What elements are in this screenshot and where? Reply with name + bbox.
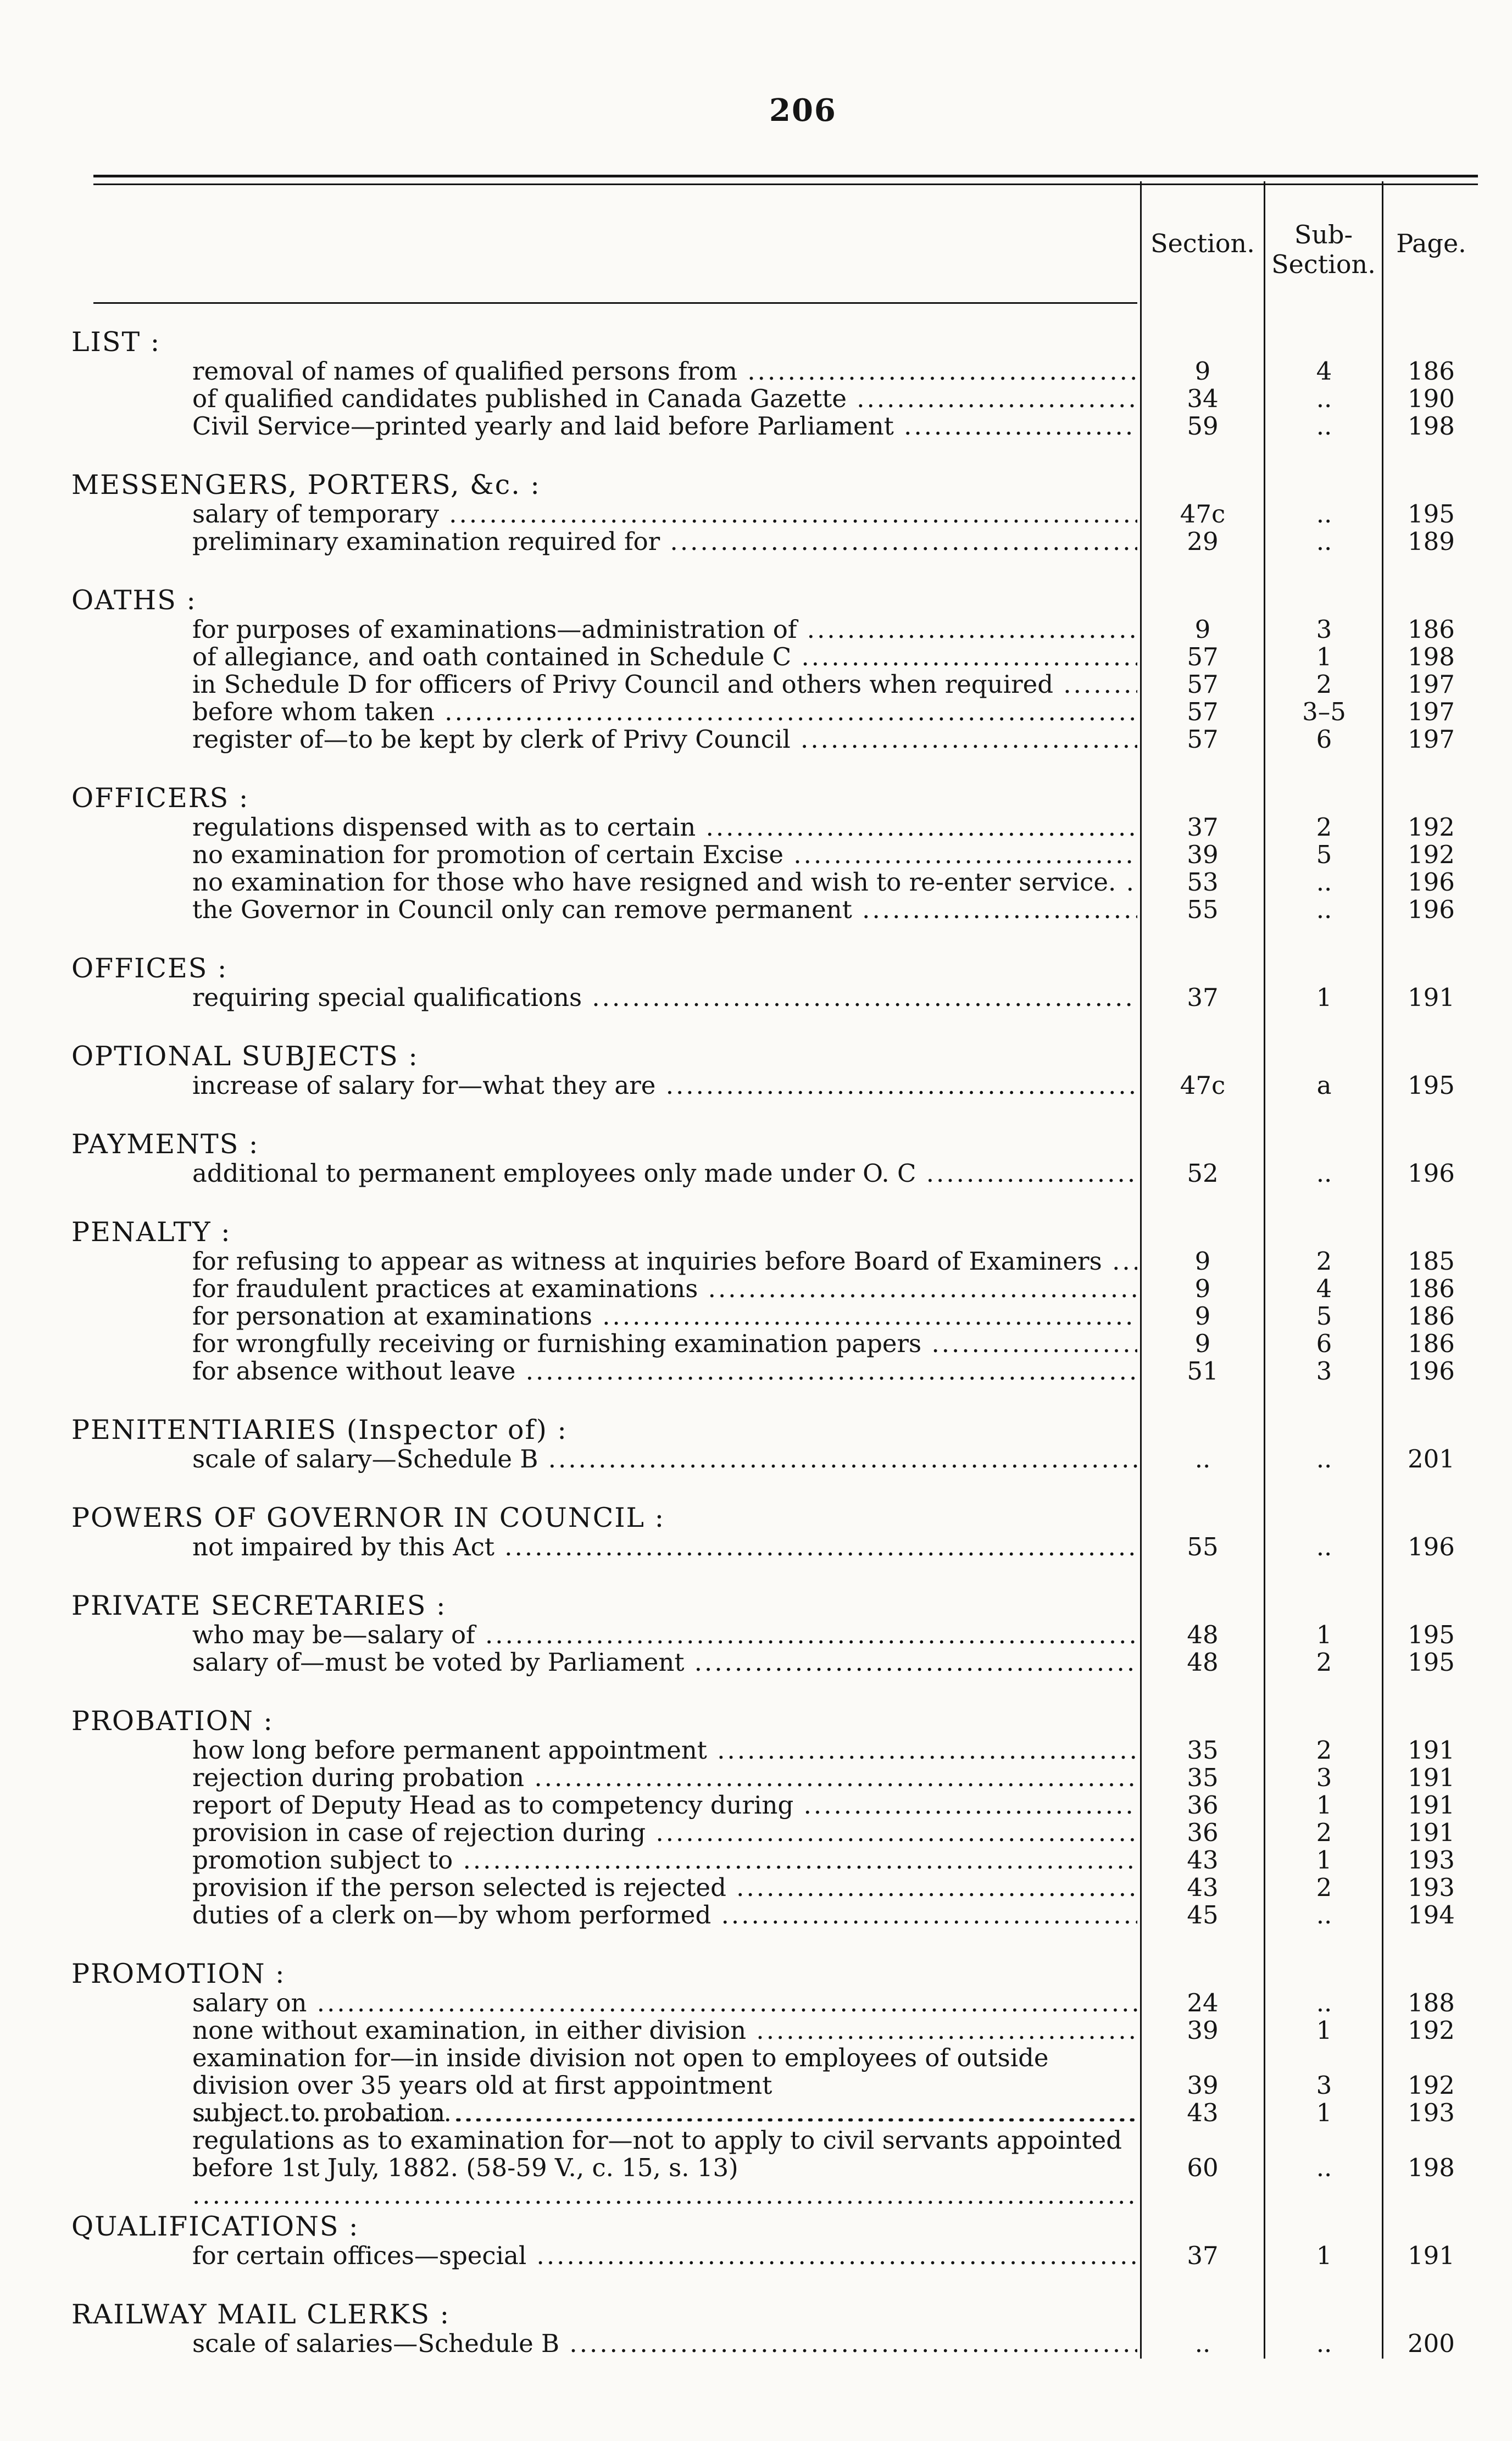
- entry-text: regulations dispensed with as to certain .....: [192, 814, 1137, 841]
- index-entry: [71, 1129, 1478, 1187]
- page-number-ref: 192: [1408, 840, 1455, 869]
- entry-row: [71, 1874, 1478, 1901]
- entry-row: [71, 814, 1478, 841]
- entry-row: [71, 1330, 1478, 1358]
- page-number-ref: 196: [1408, 1532, 1455, 1561]
- entry-row: [71, 413, 1478, 440]
- page-number-ref: 198: [1408, 2153, 1455, 2182]
- entry-row: [71, 726, 1478, 753]
- subsection-number: ..: [1316, 1988, 1332, 2017]
- subsection-number: ..: [1316, 1444, 1332, 1474]
- subsection-number: 5: [1316, 1302, 1332, 1331]
- entry-row: [71, 1621, 1478, 1649]
- entry-row: [71, 698, 1478, 726]
- index-entry: [71, 2211, 1478, 2270]
- entry-text: register of—to be kept by clerk of Privy Council .....: [192, 726, 1137, 753]
- entry-row: [71, 841, 1478, 869]
- section-number: 24: [1187, 1988, 1219, 2017]
- page-number-ref: 191: [1408, 1763, 1455, 1792]
- index-entry: [71, 2299, 1478, 2357]
- index-entry: [71, 1706, 1478, 1929]
- entry-heading: OATHS :: [71, 585, 197, 616]
- entry-row: [71, 984, 1478, 1011]
- entry-row: [71, 2099, 1478, 2127]
- subsection-number: ..: [1316, 868, 1332, 897]
- entry-row: [71, 2242, 1478, 2270]
- section-number: 59: [1187, 412, 1219, 441]
- subsection-number: 2: [1316, 670, 1332, 699]
- entry-row: [71, 1764, 1478, 1792]
- entry-row: [71, 528, 1478, 555]
- section-number: 37: [1187, 2241, 1219, 2270]
- entry-text: requiring special qualifications .....: [192, 984, 1137, 1011]
- subsection-number: ..: [1316, 895, 1332, 924]
- entry-text: increase of salary for—what they are .....: [192, 1072, 1137, 1099]
- section-number: 9: [1194, 357, 1211, 386]
- entry-text: provision if the person selected is rejected .....: [192, 1874, 1137, 1901]
- entry-row: [71, 1248, 1478, 1275]
- entry-text: salary of temporary .....: [192, 501, 1137, 528]
- entry-row: [71, 1072, 1478, 1099]
- page-number-ref: 186: [1408, 1329, 1455, 1358]
- page-number-ref: 192: [1408, 813, 1455, 842]
- section-number: 9: [1194, 1302, 1211, 1331]
- subsection-number: 1: [1316, 642, 1332, 671]
- entry-text: for certain offices—special .....: [192, 2242, 1137, 2270]
- entry-heading: OFFICERS :: [71, 782, 249, 814]
- entry-text: in Schedule D for officers of Privy Council and others when required .....: [192, 671, 1137, 698]
- entry-text: of allegiance, and oath contained in Schedule C .....: [192, 643, 1137, 671]
- section-number: 37: [1187, 813, 1219, 842]
- section-number: 9: [1194, 1329, 1211, 1358]
- entry-row: [71, 2044, 1478, 2099]
- section-number: 29: [1187, 527, 1219, 556]
- entry-text: how long before permanent appointment .....: [192, 1737, 1137, 1764]
- section-number: 45: [1187, 1900, 1219, 1930]
- top-rule: [93, 175, 1478, 177]
- entry-row: [71, 1901, 1478, 1929]
- page-number-ref: 186: [1408, 615, 1455, 644]
- subsection-number: 1: [1316, 1845, 1332, 1875]
- section-number: 52: [1187, 1159, 1219, 1188]
- entry-text: who may be—salary of .....: [192, 1621, 1137, 1649]
- section-number: 53: [1187, 868, 1219, 897]
- subsection-number: 2: [1316, 1736, 1332, 1765]
- section-number: 39: [1187, 2071, 1219, 2100]
- section-number: 35: [1187, 1736, 1219, 1765]
- entry-text: removal of names of qualified persons from .....: [192, 358, 1137, 385]
- subsection-number: 1: [1316, 2098, 1332, 2127]
- entry-text: duties of a clerk on—by whom performed .....: [192, 1901, 1137, 1929]
- section-number: 9: [1194, 1274, 1211, 1303]
- subsection-number: ..: [1316, 2153, 1332, 2182]
- index-entry: [71, 1959, 1478, 2182]
- entry-heading: LIST :: [71, 326, 161, 358]
- section-number: 57: [1187, 725, 1219, 754]
- section-number: 35: [1187, 1763, 1219, 1792]
- subsection-number: 3: [1316, 2071, 1332, 2100]
- entry-text: scale of salary—Schedule B .....: [192, 1445, 1137, 1473]
- section-number: ..: [1194, 2329, 1211, 2358]
- entry-heading: RAILWAY MAIL CLERKS :: [71, 2299, 451, 2330]
- header-underline: [93, 302, 1137, 304]
- column-header-page: Page.: [1396, 229, 1466, 258]
- subsection-number: 2: [1316, 813, 1332, 842]
- page-number-ref: 200: [1408, 2329, 1455, 2358]
- entry-heading: PRIVATE SECRETARIES :: [71, 1590, 447, 1621]
- subsection-number: 4: [1316, 357, 1332, 386]
- subsection-number: 2: [1316, 1818, 1332, 1847]
- section-number: 36: [1187, 1791, 1219, 1820]
- page-number-ref: 191: [1408, 1791, 1455, 1820]
- entry-text: for wrongfully receiving or furnishing examination papers .....: [192, 1330, 1137, 1358]
- page-number-ref: 196: [1408, 1159, 1455, 1188]
- subsection-number: 6: [1316, 725, 1332, 754]
- entry-text: rejection during probation .....: [192, 1764, 1137, 1792]
- index-entry: [71, 1415, 1478, 1473]
- column-header-subsection-line2: Section.: [1271, 249, 1376, 279]
- entry-row: [71, 1737, 1478, 1764]
- section-number: 43: [1187, 2098, 1219, 2127]
- column-header-subsection: [1266, 220, 1381, 279]
- column-header-subsection-line1: Sub-: [1294, 220, 1353, 249]
- entry-heading: PAYMENTS :: [71, 1128, 259, 1160]
- entry-text: no examination for promotion of certain Excise .....: [192, 841, 1137, 869]
- subsection-number: 2: [1316, 1247, 1332, 1276]
- index-entry: [71, 1591, 1478, 1676]
- section-number: 55: [1187, 1532, 1219, 1561]
- subsection-number: ..: [1316, 527, 1332, 556]
- subsection-number: 3–5: [1302, 697, 1346, 726]
- page-number-ref: 196: [1408, 895, 1455, 924]
- entry-row: [71, 2127, 1478, 2182]
- entry-row: [71, 671, 1478, 698]
- section-number: 43: [1187, 1873, 1219, 1902]
- index-entry: [71, 585, 1478, 753]
- subsection-number: ..: [1316, 384, 1332, 413]
- page-number-ref: 193: [1408, 1873, 1455, 1902]
- subsection-number: 5: [1316, 840, 1332, 869]
- page-number-ref: 189: [1408, 527, 1455, 556]
- entry-heading: QUALIFICATIONS :: [71, 2211, 359, 2242]
- entry-row: [71, 2330, 1478, 2357]
- entry-text: for purposes of examinations—administration of .....: [192, 616, 1137, 643]
- page-number-ref: 191: [1408, 1736, 1455, 1765]
- top-rule-thin: [93, 184, 1478, 185]
- subsection-number: ..: [1316, 1900, 1332, 1930]
- entry-heading: PROMOTION :: [71, 1958, 286, 1989]
- entry-text: salary of—must be voted by Parliament .....: [192, 1649, 1137, 1676]
- page-number-ref: 195: [1408, 1071, 1455, 1100]
- entry-text: scale of salaries—Schedule B .....: [192, 2330, 1137, 2357]
- section-number: 34: [1187, 384, 1219, 413]
- entry-heading: PENALTY :: [71, 1216, 231, 1248]
- entry-row: [71, 1989, 1478, 2017]
- entry-text: salary on .....: [192, 1989, 1137, 2017]
- entry-text: subject to probation .....: [192, 2099, 1137, 2127]
- subsection-number: 2: [1316, 1648, 1332, 1677]
- entry-row: [71, 358, 1478, 385]
- page-number-ref: 196: [1408, 1356, 1455, 1386]
- entry-text: for fraudulent practices at examinations .....: [192, 1275, 1137, 1303]
- entry-text: for personation at examinations .....: [192, 1303, 1137, 1330]
- subsection-number: ..: [1316, 2329, 1332, 2358]
- page-number-ref: 185: [1408, 1247, 1455, 1276]
- entry-heading: PROBATION :: [71, 1705, 274, 1737]
- page-number-ref: 198: [1408, 412, 1455, 441]
- subsection-number: ..: [1316, 499, 1332, 529]
- page-number-ref: 186: [1408, 1302, 1455, 1331]
- entry-row: [71, 1303, 1478, 1330]
- entry-text: examination for—in inside division not open to employees of outside division over 35 years old at first appointment .....: [192, 2044, 1137, 2127]
- page-number-ref: 194: [1408, 1900, 1455, 1930]
- entry-row: [71, 1358, 1478, 1385]
- entry-heading: POWERS OF GOVERNOR IN COUNCIL :: [71, 1502, 665, 1533]
- page-number-ref: 191: [1408, 2241, 1455, 2270]
- subsection-number: 4: [1316, 1274, 1332, 1303]
- entry-row: [71, 1649, 1478, 1676]
- subsection-number: 6: [1316, 1329, 1332, 1358]
- index-entry: [71, 1217, 1478, 1385]
- page-number-ref: 196: [1408, 868, 1455, 897]
- subsection-number: 1: [1316, 1791, 1332, 1820]
- page-number-ref: 195: [1408, 1648, 1455, 1677]
- entry-row: [71, 1533, 1478, 1561]
- index-entry: [71, 953, 1478, 1011]
- entry-text: for absence without leave .....: [192, 1358, 1137, 1385]
- index-entry: [71, 470, 1478, 555]
- subsection-number: ..: [1316, 412, 1332, 441]
- subsection-number: ..: [1316, 1159, 1332, 1188]
- entry-row: [71, 1792, 1478, 1819]
- page-number-ref: 193: [1408, 2098, 1455, 2127]
- entry-row: [71, 2017, 1478, 2044]
- entry-row: [71, 501, 1478, 528]
- entry-row: [71, 1275, 1478, 1303]
- index-entry: [71, 1041, 1478, 1099]
- page-number-ref: 192: [1408, 2016, 1455, 2045]
- section-number: 47c: [1180, 499, 1226, 529]
- entry-row: [71, 896, 1478, 924]
- subsection-number: ..: [1316, 1532, 1332, 1561]
- entry-text: before whom taken .....: [192, 698, 1137, 726]
- page-number-ref: 197: [1408, 725, 1455, 754]
- entry-heading: OFFICES :: [71, 953, 228, 984]
- index-entry: [71, 327, 1478, 440]
- entry-row: [71, 869, 1478, 896]
- entry-text: provision in case of rejection during .....: [192, 1819, 1137, 1847]
- entry-heading: OPTIONAL SUBJECTS :: [71, 1041, 419, 1072]
- entry-text: the Governor in Council only can remove permanent .....: [192, 896, 1137, 924]
- subsection-number: 1: [1316, 2016, 1332, 2045]
- entry-text: for refusing to appear as witness at inquiries before Board of Examiners .....: [192, 1248, 1137, 1275]
- entry-text: promotion subject to .....: [192, 1847, 1137, 1874]
- entry-row: [71, 1445, 1478, 1473]
- subsection-number: 3: [1316, 615, 1332, 644]
- section-number: 47c: [1180, 1071, 1226, 1100]
- index-list: [71, 327, 1478, 2387]
- entry-row: [71, 1819, 1478, 1847]
- section-number: ..: [1194, 1444, 1211, 1474]
- entry-text: none without examination, in either division .....: [192, 2017, 1137, 2044]
- entry-row: [71, 385, 1478, 413]
- page-number-ref: 186: [1408, 1274, 1455, 1303]
- page-number-ref: 197: [1408, 670, 1455, 699]
- page-number-ref: 195: [1408, 1620, 1455, 1649]
- page-number-ref: 191: [1408, 983, 1455, 1012]
- index-entry: [71, 783, 1478, 924]
- section-number: 37: [1187, 983, 1219, 1012]
- section-number: 57: [1187, 697, 1219, 726]
- section-number: 43: [1187, 1845, 1219, 1875]
- page-number-ref: 191: [1408, 1818, 1455, 1847]
- page-number-ref: 193: [1408, 1845, 1455, 1875]
- section-number: 48: [1187, 1620, 1219, 1649]
- entry-row: [71, 1847, 1478, 1874]
- entry-text: regulations as to examination for—not to apply to civil servants appointed before 1st July, 1882. (58-59 V., c. 15, s. 13) .....: [192, 2127, 1137, 2209]
- page-number-ref: 186: [1408, 357, 1455, 386]
- index-entry: [71, 1503, 1478, 1561]
- section-number: 48: [1187, 1648, 1219, 1677]
- page-number-ref: 188: [1408, 1988, 1455, 2017]
- page-number-ref: 195: [1408, 499, 1455, 529]
- section-number: 57: [1187, 670, 1219, 699]
- page-number-ref: 197: [1408, 697, 1455, 726]
- entry-text: not impaired by this Act .....: [192, 1533, 1137, 1561]
- section-number: 60: [1187, 2153, 1219, 2182]
- subsection-number: 1: [1316, 1620, 1332, 1649]
- entry-heading: MESSENGERS, PORTERS, &c. :: [71, 469, 541, 501]
- subsection-number: a: [1316, 1071, 1332, 1100]
- section-number: 57: [1187, 642, 1219, 671]
- entry-text: preliminary examination required for .....: [192, 528, 1137, 555]
- subsection-number: 2: [1316, 1873, 1332, 1902]
- entry-text: no examination for those who have resigned and wish to re-enter service. .....: [192, 869, 1137, 896]
- page-number-ref: 190: [1408, 384, 1455, 413]
- subsection-number: 3: [1316, 1763, 1332, 1792]
- section-number: 51: [1187, 1356, 1219, 1386]
- entry-row: [71, 1160, 1478, 1187]
- section-number: 36: [1187, 1818, 1219, 1847]
- section-number: 55: [1187, 895, 1219, 924]
- section-number: 39: [1187, 840, 1219, 869]
- entry-text: of qualified candidates published in Canada Gazette .....: [192, 385, 1137, 413]
- page-number: 206: [769, 92, 837, 129]
- entry-text: Civil Service—printed yearly and laid before Parliament .....: [192, 413, 1137, 440]
- entry-text: additional to permanent employees only made under O. C .....: [192, 1160, 1137, 1187]
- section-number: 39: [1187, 2016, 1219, 2045]
- subsection-number: 1: [1316, 983, 1332, 1012]
- subsection-number: 1: [1316, 2241, 1332, 2270]
- entry-text: report of Deputy Head as to competency during .....: [192, 1792, 1137, 1819]
- entry-row: [71, 616, 1478, 643]
- section-number: 9: [1194, 615, 1211, 644]
- subsection-number: 3: [1316, 1356, 1332, 1386]
- page-number-ref: 192: [1408, 2071, 1455, 2100]
- page-number-ref: 198: [1408, 642, 1455, 671]
- entry-heading: PENITENTIARIES (Inspector of) :: [71, 1414, 568, 1445]
- entry-row: [71, 643, 1478, 671]
- section-number: 9: [1194, 1247, 1211, 1276]
- page-number-ref: 201: [1408, 1444, 1455, 1474]
- column-header-section: Section.: [1150, 229, 1255, 258]
